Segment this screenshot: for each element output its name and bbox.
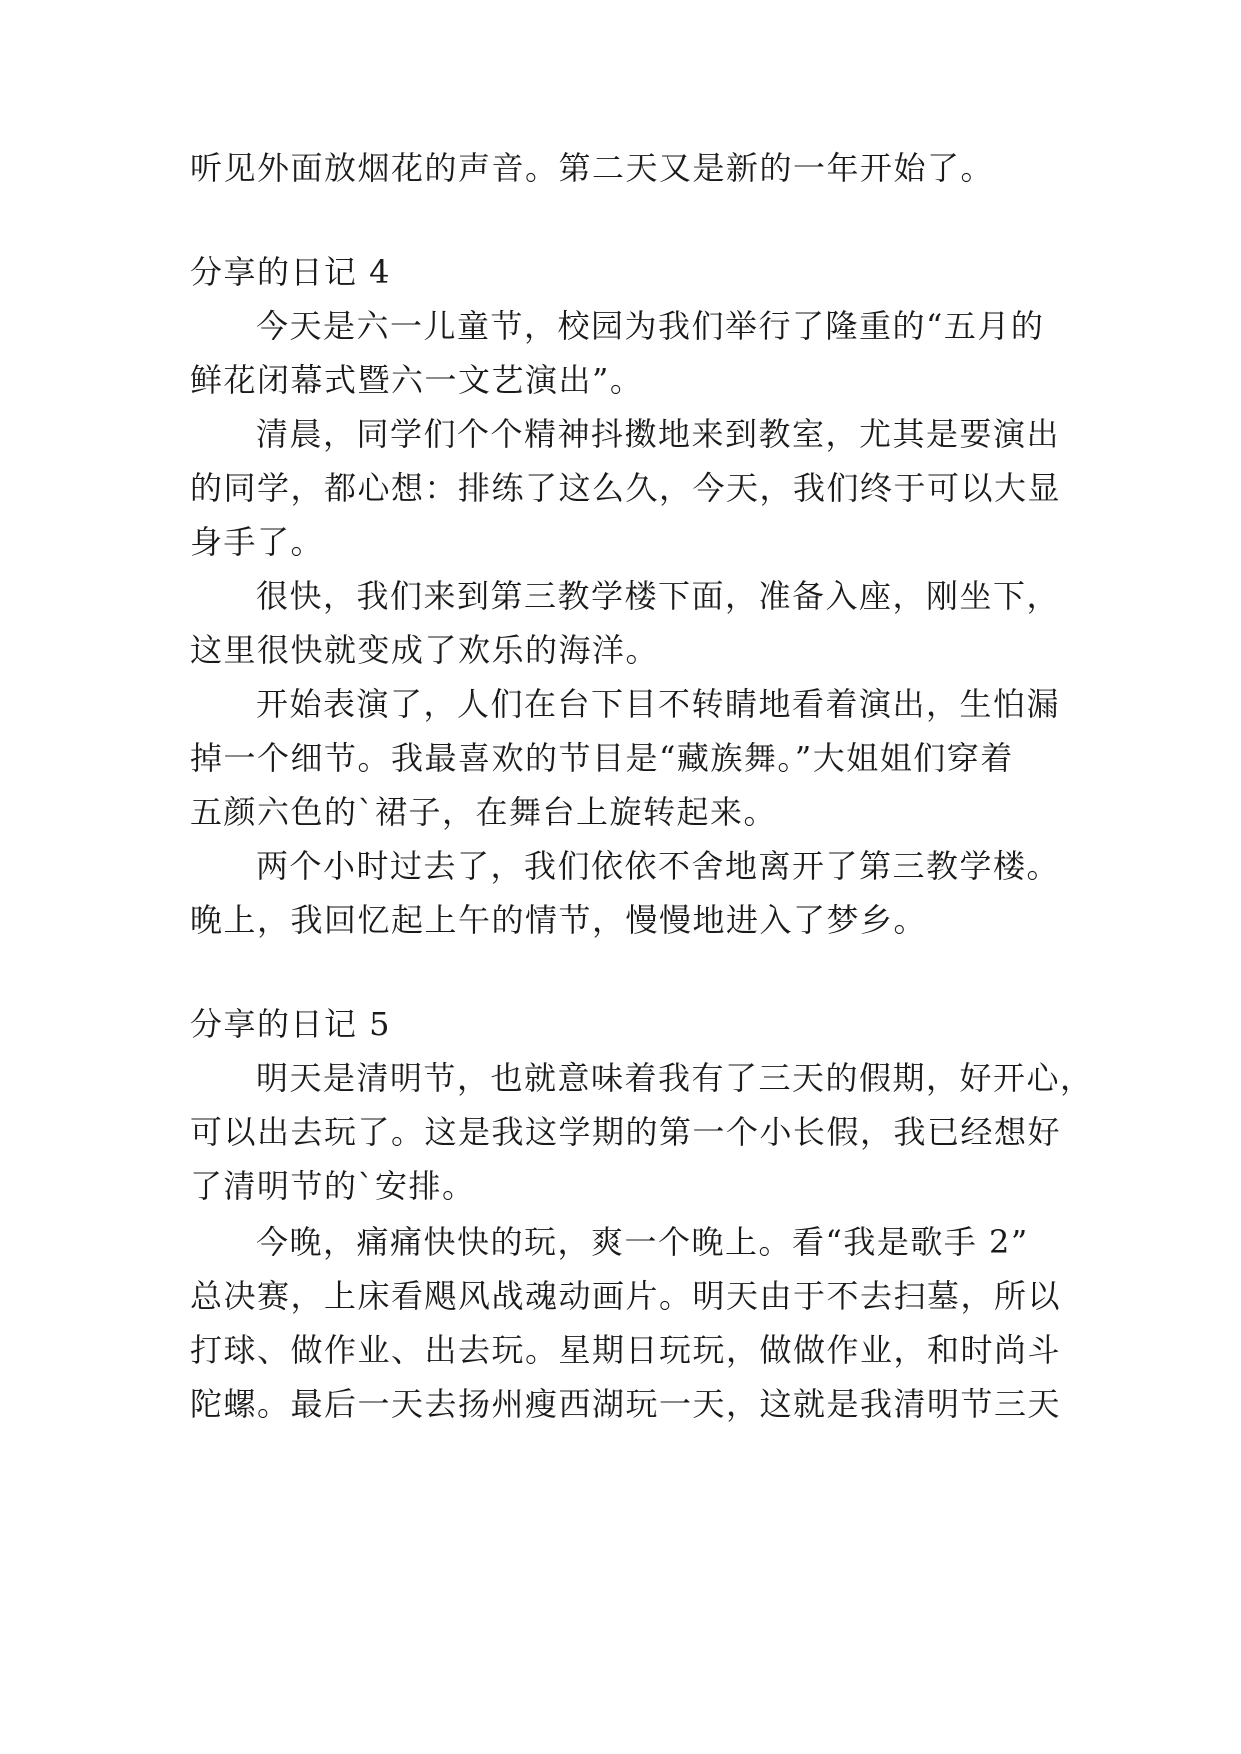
paragraph-line: 很快，我们来到第三教学楼下面，准备入座，刚坐下，: [256, 577, 1061, 615]
paragraph-line: 打球、做作业、出去玩。星期日玩玩，做做作业，和时尚斗: [190, 1331, 1062, 1369]
paragraph-line: 两个小时过去了，我们依依不舍地离开了第三教学楼。: [256, 847, 1061, 885]
paragraph-line: 今天是六一儿童节，校园为我们举行了隆重的“五月的: [256, 307, 1045, 345]
section-5-heading: 分享的日记 5: [190, 1005, 392, 1043]
paragraph-line: 陀螺。最后一天去扬州瘦西湖玩一天，这就是我清明节三天: [190, 1385, 1062, 1423]
paragraph-line: 明天是清明节，也就意味着我有了三天的假期，好开心，: [256, 1059, 1094, 1097]
paragraph-line: 今晚，痛痛快快的玩，爽一个晚上。看“我是歌手 2”: [256, 1223, 1029, 1261]
paragraph-line: 五颜六色的`裙子，在舞台上旋转起来。: [190, 793, 778, 831]
section-4-heading: 分享的日记 4: [190, 253, 392, 291]
intro-line: 听见外面放烟花的声音。第二天又是新的一年开始了。: [190, 149, 995, 187]
paragraph-line: 总决赛，上床看飓风战魂动画片。明天由于不去扫墓，所以: [190, 1277, 1062, 1315]
paragraph-line: 可以出去玩了。这是我这学期的第一个小长假，我已经想好: [190, 1113, 1062, 1151]
paragraph-line: 开始表演了，人们在台下目不转睛地看着演出，生怕漏: [256, 685, 1061, 723]
paragraph-line: 清晨，同学们个个精神抖擞地来到教室，尤其是要演出: [256, 415, 1061, 453]
paragraph-line: 鲜花闭幕式暨六一文艺演出”。: [190, 361, 644, 399]
paragraph-line: 掉一个细节。我最喜欢的节目是“藏族舞。”大姐姐们穿着: [190, 739, 1014, 777]
paragraph-line: 的同学，都心想：排练了这么久，今天，我们终于可以大显: [190, 469, 1062, 507]
paragraph-line: 身手了。: [190, 523, 325, 561]
paragraph-line: 晚上，我回忆起上午的情节，慢慢地进入了梦乡。: [190, 901, 928, 939]
paragraph-line: 这里很快就变成了欢乐的海洋。: [190, 631, 660, 669]
paragraph-line: 了清明节的`安排。: [190, 1167, 476, 1205]
